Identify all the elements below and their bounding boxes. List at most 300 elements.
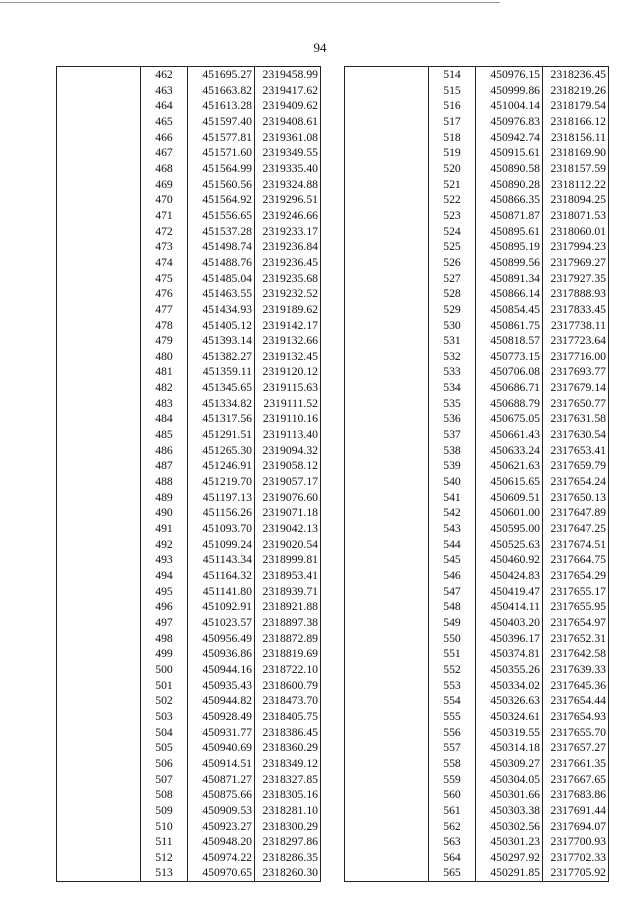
y-coordinate: 2317664.75 — [543, 552, 609, 568]
x-coordinate: 450891.34 — [476, 271, 543, 287]
point-number: 549 — [429, 615, 476, 631]
empty-cell — [345, 537, 429, 553]
y-coordinate: 2319335.40 — [255, 161, 321, 177]
y-coordinate: 2318819.69 — [255, 646, 321, 662]
point-number: 518 — [429, 130, 476, 146]
x-coordinate: 450301.66 — [476, 787, 543, 803]
x-coordinate: 451023.57 — [188, 615, 255, 631]
point-number: 464 — [141, 98, 188, 114]
point-number: 489 — [141, 490, 188, 506]
y-coordinate: 2319111.52 — [255, 396, 321, 412]
point-number: 563 — [429, 834, 476, 850]
empty-cell — [345, 380, 429, 396]
empty-cell — [57, 192, 141, 208]
table-row — [57, 631, 321, 647]
table-row — [57, 537, 321, 553]
point-number: 480 — [141, 349, 188, 365]
point-number: 513 — [141, 865, 188, 881]
y-coordinate: 2318939.71 — [255, 584, 321, 600]
empty-cell — [345, 552, 429, 568]
point-number: 465 — [141, 114, 188, 130]
x-coordinate: 451092.91 — [188, 599, 255, 615]
x-coordinate: 450944.82 — [188, 693, 255, 709]
empty-cell — [57, 693, 141, 709]
x-coordinate: 451564.92 — [188, 192, 255, 208]
table-row — [345, 114, 609, 130]
x-coordinate: 450970.65 — [188, 865, 255, 881]
x-coordinate: 451393.14 — [188, 333, 255, 349]
point-number: 524 — [429, 224, 476, 240]
point-number: 479 — [141, 333, 188, 349]
table-row — [57, 552, 321, 568]
point-number: 462 — [141, 67, 188, 83]
point-number: 562 — [429, 819, 476, 835]
y-coordinate: 2317657.27 — [543, 740, 609, 756]
x-coordinate: 450460.92 — [476, 552, 543, 568]
y-coordinate: 2317654.93 — [543, 709, 609, 725]
point-number: 473 — [141, 239, 188, 255]
x-coordinate: 450915.61 — [476, 145, 543, 161]
x-coordinate: 450871.87 — [476, 208, 543, 224]
x-coordinate: 450301.23 — [476, 834, 543, 850]
x-coordinate: 450319.55 — [476, 725, 543, 741]
x-coordinate: 450686.71 — [476, 380, 543, 396]
x-coordinate: 451498.74 — [188, 239, 255, 255]
y-coordinate: 2317833.45 — [543, 302, 609, 318]
table-row — [345, 646, 609, 662]
point-number: 499 — [141, 646, 188, 662]
empty-cell — [57, 161, 141, 177]
empty-cell — [345, 396, 429, 412]
x-coordinate: 450890.28 — [476, 177, 543, 193]
empty-cell — [57, 239, 141, 255]
empty-cell — [57, 177, 141, 193]
x-coordinate: 451560.56 — [188, 177, 255, 193]
table-row — [345, 364, 609, 380]
empty-cell — [57, 458, 141, 474]
point-number: 517 — [429, 114, 476, 130]
y-coordinate: 2318156.11 — [543, 130, 609, 146]
point-number: 523 — [429, 208, 476, 224]
point-number: 554 — [429, 693, 476, 709]
table-row — [345, 740, 609, 756]
table-row — [57, 145, 321, 161]
x-coordinate: 450931.77 — [188, 725, 255, 741]
y-coordinate: 2317647.89 — [543, 505, 609, 521]
point-number: 560 — [429, 787, 476, 803]
empty-cell — [345, 756, 429, 772]
empty-cell — [57, 474, 141, 490]
table-row — [345, 537, 609, 553]
point-number: 540 — [429, 474, 476, 490]
empty-cell — [57, 678, 141, 694]
y-coordinate: 2317694.07 — [543, 819, 609, 835]
empty-cell — [345, 772, 429, 788]
empty-cell — [57, 740, 141, 756]
point-number: 463 — [141, 83, 188, 99]
x-coordinate: 450334.02 — [476, 678, 543, 694]
y-coordinate: 2317654.24 — [543, 474, 609, 490]
empty-cell — [57, 772, 141, 788]
y-coordinate: 2318297.86 — [255, 834, 321, 850]
x-coordinate: 451405.12 — [188, 318, 255, 334]
y-coordinate: 2317655.70 — [543, 725, 609, 741]
coordinates-table-right — [344, 66, 609, 882]
x-coordinate: 450923.27 — [188, 819, 255, 835]
y-coordinate: 2319094.32 — [255, 443, 321, 459]
table-row — [345, 834, 609, 850]
empty-cell — [345, 130, 429, 146]
y-coordinate: 2319233.17 — [255, 224, 321, 240]
x-coordinate: 450948.20 — [188, 834, 255, 850]
x-coordinate: 450661.43 — [476, 427, 543, 443]
x-coordinate: 450928.49 — [188, 709, 255, 725]
x-coordinate: 451345.65 — [188, 380, 255, 396]
table-row — [345, 865, 609, 881]
table-row — [57, 474, 321, 490]
empty-cell — [57, 662, 141, 678]
point-number: 520 — [429, 161, 476, 177]
table-row — [345, 599, 609, 615]
x-coordinate: 451265.30 — [188, 443, 255, 459]
y-coordinate: 2317652.31 — [543, 631, 609, 647]
table-row — [57, 865, 321, 881]
y-coordinate: 2319071.18 — [255, 505, 321, 521]
table-row — [57, 224, 321, 240]
point-number: 481 — [141, 364, 188, 380]
y-coordinate: 2318872.89 — [255, 631, 321, 647]
empty-cell — [57, 787, 141, 803]
point-number: 484 — [141, 411, 188, 427]
y-coordinate: 2317654.97 — [543, 615, 609, 631]
point-number: 519 — [429, 145, 476, 161]
y-coordinate: 2317683.86 — [543, 787, 609, 803]
table-row — [345, 83, 609, 99]
y-coordinate: 2317631.58 — [543, 411, 609, 427]
empty-cell — [345, 427, 429, 443]
empty-cell — [57, 537, 141, 553]
point-number: 474 — [141, 255, 188, 271]
table-row — [345, 318, 609, 334]
x-coordinate: 450895.19 — [476, 239, 543, 255]
point-number: 511 — [141, 834, 188, 850]
point-number: 529 — [429, 302, 476, 318]
y-coordinate: 2318286.35 — [255, 850, 321, 866]
table-row — [345, 145, 609, 161]
table-row — [57, 584, 321, 600]
table-row — [57, 192, 321, 208]
point-number: 493 — [141, 552, 188, 568]
x-coordinate: 450396.17 — [476, 631, 543, 647]
y-coordinate: 2318060.01 — [543, 224, 609, 240]
y-coordinate: 2319142.17 — [255, 318, 321, 334]
point-number: 467 — [141, 145, 188, 161]
x-coordinate: 450914.51 — [188, 756, 255, 772]
x-coordinate: 450942.74 — [476, 130, 543, 146]
x-coordinate: 450609.51 — [476, 490, 543, 506]
empty-cell — [57, 599, 141, 615]
empty-cell — [57, 552, 141, 568]
x-coordinate: 451099.24 — [188, 537, 255, 553]
table-row — [57, 662, 321, 678]
empty-cell — [57, 584, 141, 600]
point-number: 565 — [429, 865, 476, 881]
point-number: 482 — [141, 380, 188, 396]
table-row — [345, 772, 609, 788]
x-coordinate: 451434.93 — [188, 302, 255, 318]
table-row — [57, 740, 321, 756]
y-coordinate: 2318473.70 — [255, 693, 321, 709]
y-coordinate: 2319058.12 — [255, 458, 321, 474]
point-number: 530 — [429, 318, 476, 334]
x-coordinate: 450291.85 — [476, 865, 543, 881]
x-coordinate: 451334.82 — [188, 396, 255, 412]
empty-cell — [345, 271, 429, 287]
y-coordinate: 2318219.26 — [543, 83, 609, 99]
empty-cell — [57, 271, 141, 287]
empty-cell — [57, 114, 141, 130]
x-coordinate: 450303.38 — [476, 803, 543, 819]
empty-cell — [345, 615, 429, 631]
empty-cell — [345, 177, 429, 193]
x-coordinate: 450675.05 — [476, 411, 543, 427]
x-coordinate: 450871.27 — [188, 772, 255, 788]
empty-cell — [57, 819, 141, 835]
empty-cell — [57, 631, 141, 647]
table-row — [57, 490, 321, 506]
y-coordinate: 2317654.44 — [543, 693, 609, 709]
empty-cell — [57, 208, 141, 224]
table-row — [345, 631, 609, 647]
table-row — [345, 286, 609, 302]
empty-cell — [57, 865, 141, 881]
top-rule — [0, 2, 500, 3]
x-coordinate: 450866.35 — [476, 192, 543, 208]
point-number: 547 — [429, 584, 476, 600]
y-coordinate: 2318169.90 — [543, 145, 609, 161]
empty-cell — [345, 693, 429, 709]
empty-cell — [57, 834, 141, 850]
x-coordinate: 451291.51 — [188, 427, 255, 443]
table-row — [345, 693, 609, 709]
y-coordinate: 2319232.52 — [255, 286, 321, 302]
point-number: 501 — [141, 678, 188, 694]
table-row — [57, 349, 321, 365]
point-number: 497 — [141, 615, 188, 631]
point-number: 491 — [141, 521, 188, 537]
table-row — [345, 349, 609, 365]
y-coordinate: 2319132.45 — [255, 349, 321, 365]
empty-cell — [345, 98, 429, 114]
table-row — [57, 114, 321, 130]
table-row — [57, 850, 321, 866]
y-coordinate: 2318722.10 — [255, 662, 321, 678]
point-number: 539 — [429, 458, 476, 474]
y-coordinate: 2318405.75 — [255, 709, 321, 725]
y-coordinate: 2318386.45 — [255, 725, 321, 741]
x-coordinate: 451577.81 — [188, 130, 255, 146]
table-row — [57, 271, 321, 287]
x-coordinate: 451197.13 — [188, 490, 255, 506]
x-coordinate: 450374.81 — [476, 646, 543, 662]
empty-cell — [345, 584, 429, 600]
empty-cell — [57, 224, 141, 240]
y-coordinate: 2317888.93 — [543, 286, 609, 302]
table-row — [57, 756, 321, 772]
table-row — [57, 239, 321, 255]
y-coordinate: 2318236.45 — [543, 67, 609, 83]
empty-cell — [57, 646, 141, 662]
y-coordinate: 2318112.22 — [543, 177, 609, 193]
table-row — [345, 380, 609, 396]
y-coordinate: 2317650.13 — [543, 490, 609, 506]
y-coordinate: 2318094.25 — [543, 192, 609, 208]
x-coordinate: 451564.99 — [188, 161, 255, 177]
x-coordinate: 451004.14 — [476, 98, 543, 114]
y-coordinate: 2318260.30 — [255, 865, 321, 881]
table-row — [57, 208, 321, 224]
point-number: 466 — [141, 130, 188, 146]
x-coordinate: 450861.75 — [476, 318, 543, 334]
point-number: 478 — [141, 318, 188, 334]
table-row — [57, 333, 321, 349]
table-row — [345, 192, 609, 208]
point-number: 553 — [429, 678, 476, 694]
empty-cell — [57, 443, 141, 459]
empty-cell — [57, 333, 141, 349]
x-coordinate: 450309.27 — [476, 756, 543, 772]
table-row — [57, 380, 321, 396]
y-coordinate: 2317693.77 — [543, 364, 609, 380]
point-number: 477 — [141, 302, 188, 318]
empty-cell — [57, 349, 141, 365]
x-coordinate: 450688.79 — [476, 396, 543, 412]
point-number: 502 — [141, 693, 188, 709]
x-coordinate: 451164.32 — [188, 568, 255, 584]
empty-cell — [345, 725, 429, 741]
y-coordinate: 2319246.66 — [255, 208, 321, 224]
point-number: 552 — [429, 662, 476, 678]
y-coordinate: 2319042.13 — [255, 521, 321, 537]
empty-cell — [57, 67, 141, 83]
x-coordinate: 451597.40 — [188, 114, 255, 130]
y-coordinate: 2318921.88 — [255, 599, 321, 615]
point-number: 533 — [429, 364, 476, 380]
table-row — [345, 302, 609, 318]
y-coordinate: 2317674.51 — [543, 537, 609, 553]
empty-cell — [345, 819, 429, 835]
y-coordinate: 2317702.33 — [543, 850, 609, 866]
table-row — [345, 474, 609, 490]
x-coordinate: 450595.00 — [476, 521, 543, 537]
y-coordinate: 2318360.29 — [255, 740, 321, 756]
point-number: 470 — [141, 192, 188, 208]
point-number: 515 — [429, 83, 476, 99]
empty-cell — [345, 490, 429, 506]
empty-cell — [57, 286, 141, 302]
y-coordinate: 2318305.16 — [255, 787, 321, 803]
table-row — [57, 302, 321, 318]
y-coordinate: 2319349.55 — [255, 145, 321, 161]
x-coordinate: 450419.47 — [476, 584, 543, 600]
table-row — [57, 803, 321, 819]
empty-cell — [345, 709, 429, 725]
y-coordinate: 2319120.12 — [255, 364, 321, 380]
table-row — [345, 505, 609, 521]
empty-cell — [345, 521, 429, 537]
x-coordinate: 450314.18 — [476, 740, 543, 756]
empty-cell — [345, 599, 429, 615]
y-coordinate: 2317642.58 — [543, 646, 609, 662]
point-number: 532 — [429, 349, 476, 365]
table-row — [57, 709, 321, 725]
x-coordinate: 451219.70 — [188, 474, 255, 490]
empty-cell — [345, 740, 429, 756]
y-coordinate: 2317679.14 — [543, 380, 609, 396]
y-coordinate: 2317654.29 — [543, 568, 609, 584]
table-row — [345, 819, 609, 835]
empty-cell — [57, 411, 141, 427]
empty-cell — [57, 521, 141, 537]
x-coordinate: 450706.08 — [476, 364, 543, 380]
y-coordinate: 2319110.16 — [255, 411, 321, 427]
table-row — [57, 646, 321, 662]
x-coordinate: 450414.11 — [476, 599, 543, 615]
y-coordinate: 2317969.27 — [543, 255, 609, 271]
y-coordinate: 2317639.33 — [543, 662, 609, 678]
coordinates-table-left — [56, 66, 321, 882]
y-coordinate: 2319458.99 — [255, 67, 321, 83]
table-row — [345, 490, 609, 506]
x-coordinate: 450935.43 — [188, 678, 255, 694]
empty-cell — [345, 443, 429, 459]
x-coordinate: 450355.26 — [476, 662, 543, 678]
empty-cell — [345, 67, 429, 83]
empty-cell — [57, 568, 141, 584]
table-row — [57, 443, 321, 459]
empty-cell — [345, 834, 429, 850]
empty-cell — [345, 505, 429, 521]
empty-cell — [57, 505, 141, 521]
table-row — [345, 615, 609, 631]
point-number: 537 — [429, 427, 476, 443]
empty-cell — [345, 302, 429, 318]
table-row — [57, 364, 321, 380]
y-coordinate: 2317994.23 — [543, 239, 609, 255]
empty-cell — [345, 349, 429, 365]
table-row — [345, 584, 609, 600]
table-row — [345, 130, 609, 146]
empty-cell — [57, 396, 141, 412]
point-number: 503 — [141, 709, 188, 725]
empty-cell — [345, 568, 429, 584]
empty-cell — [345, 114, 429, 130]
point-number: 505 — [141, 740, 188, 756]
empty-cell — [57, 490, 141, 506]
point-number: 471 — [141, 208, 188, 224]
y-coordinate: 2319417.62 — [255, 83, 321, 99]
y-coordinate: 2317716.00 — [543, 349, 609, 365]
empty-cell — [57, 130, 141, 146]
point-number: 488 — [141, 474, 188, 490]
x-coordinate: 450818.57 — [476, 333, 543, 349]
x-coordinate: 450895.61 — [476, 224, 543, 240]
y-coordinate: 2319189.62 — [255, 302, 321, 318]
y-coordinate: 2319235.68 — [255, 271, 321, 287]
x-coordinate: 450974.22 — [188, 850, 255, 866]
point-number: 525 — [429, 239, 476, 255]
table-row — [57, 678, 321, 694]
